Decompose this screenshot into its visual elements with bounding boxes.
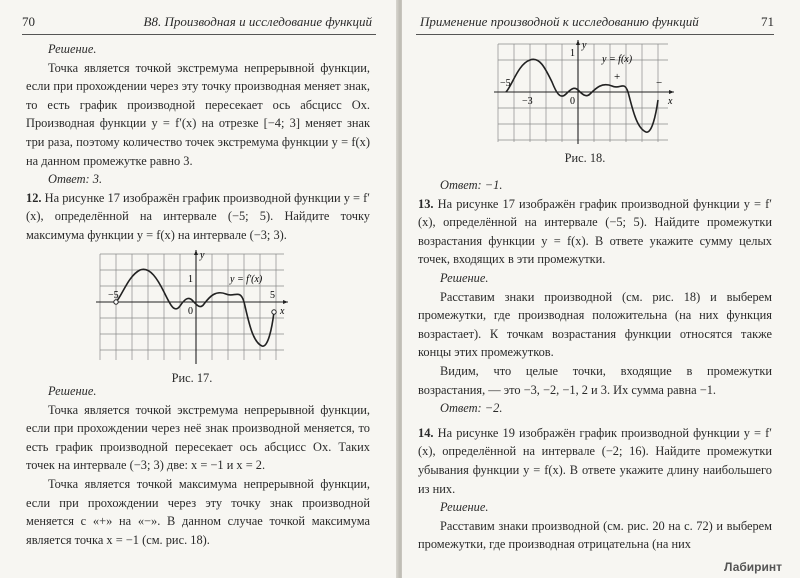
left-running-head bbox=[22, 10, 376, 35]
origin-label: 0 bbox=[188, 306, 193, 317]
tick-label: −5 bbox=[500, 78, 511, 89]
fig17-graph bbox=[92, 248, 292, 366]
figure-17 bbox=[92, 248, 292, 386]
chapter-title: В8. Производная и исследование функций bbox=[143, 14, 372, 29]
one-label: 1 bbox=[570, 48, 575, 59]
function-label: y = f′(x) bbox=[230, 274, 263, 285]
page-number: 70 bbox=[22, 14, 35, 29]
chapter-title: Применение производной к исследованию функций bbox=[420, 14, 699, 29]
solution-block-1 bbox=[26, 40, 370, 245]
solution-block-2 bbox=[26, 382, 370, 549]
answer: Ответ: −1. bbox=[440, 178, 503, 192]
tick-label: 5 bbox=[270, 290, 275, 301]
task-text: На рисунке 19 изображён график производной функции y = f′(x), определённой на интервале (−2; 16). Найдите промежутки убывания функции y = f(x). В ответе укажите длину наибольшего из них. bbox=[418, 425, 772, 496]
y-axis-label: y bbox=[582, 40, 587, 51]
right-page bbox=[402, 0, 800, 578]
left-page bbox=[0, 0, 398, 578]
right-running-head bbox=[416, 10, 774, 35]
figure-caption: Рис. 18. bbox=[564, 151, 606, 165]
tick-label: −3 bbox=[522, 96, 533, 107]
task-12 bbox=[26, 189, 370, 245]
task-number: 13. bbox=[418, 196, 434, 211]
solution-text: Видим, что целые точки, входящие в промежутки возрастания, — это −3, −2, −1, 2 и 3. Их сумма равна −1. bbox=[418, 363, 772, 397]
fig18-graph bbox=[490, 38, 680, 146]
function-label: y = f(x) bbox=[602, 54, 633, 65]
task-text: На рисунке 17 изображён график производной функции y = f′(x), определённой на интервале (−5; 5). Найдите точку максимума функции y = f(x) на интервале (−3; 3). bbox=[26, 190, 370, 242]
sign-minus: − bbox=[656, 77, 663, 89]
task-13 bbox=[418, 195, 772, 269]
origin-label: 0 bbox=[570, 96, 575, 107]
solution-text: Расставим знаки производной (см. рис. 20 на с. 72) и выберем промежутки, где производная отрицательна (на них bbox=[418, 518, 772, 552]
solution-text: Точка является точкой максимума непрерывной функции, если при прохождении через эту точку знак производной меняется с «+» на «−». В данном случае точкой максимума является точка x = −1 (см. рис. 18). bbox=[26, 476, 370, 547]
solution-label: Решение. bbox=[48, 384, 97, 398]
task-block-13 bbox=[418, 176, 772, 554]
task-14 bbox=[418, 424, 772, 498]
solution-label: Решение. bbox=[440, 270, 489, 285]
page-number: 71 bbox=[761, 14, 774, 29]
task-number: 12. bbox=[26, 190, 42, 205]
answer: Ответ: −2. bbox=[440, 401, 503, 416]
tick-label: −5 bbox=[108, 290, 119, 301]
solution-text: Расставим знаки производной (см. рис. 18) и выберем промежутки, где производная положительна (на них функция возрастает). К точкам возрастания функции относятся также концы этих промежутков. bbox=[418, 289, 772, 360]
solution-text: Точка является точкой экстремума непрерывной функции, если при прохождении через неё знак производной меняется, то есть график производной пересекает ось абсцисс Ox. Таких точек на интервале (−3; 3) две: x = −1 и x = 2. bbox=[26, 402, 370, 473]
x-axis-label: x bbox=[668, 96, 673, 107]
answer: Ответ: 3. bbox=[48, 172, 103, 187]
solution-label: Решение. bbox=[48, 42, 97, 56]
sign-plus: + bbox=[614, 71, 621, 83]
task-text: На рисунке 17 изображён график производной функции y = f′(x), определённой на интервале (−5; 5). Найдите промежутки возрастания функции y = f(x). В ответе укажите сумму целых точек, входящих в эти промежутки. bbox=[418, 196, 772, 267]
publisher-watermark: Лабиринт bbox=[723, 560, 782, 574]
figure-caption: Рис. 17. bbox=[171, 371, 213, 385]
y-axis-label: y bbox=[200, 250, 205, 261]
task-number: 14. bbox=[418, 425, 434, 440]
figure-18 bbox=[490, 38, 680, 166]
x-axis-label: x bbox=[280, 306, 285, 317]
solution-text: Точка является точкой экстремума непрерывной функции, если при прохождении через эту точку производная меняет знак, то есть график производной пересекает ось абсцисс Ox. Производная функции y = f′(x) на отрезке [−4; 3] меняет знак три раза, поэтому количество точек экстремума функции y = f(x) на данном промежутке равно 3. bbox=[26, 60, 370, 168]
solution-label: Решение. bbox=[440, 500, 489, 515]
one-label: 1 bbox=[188, 274, 193, 285]
